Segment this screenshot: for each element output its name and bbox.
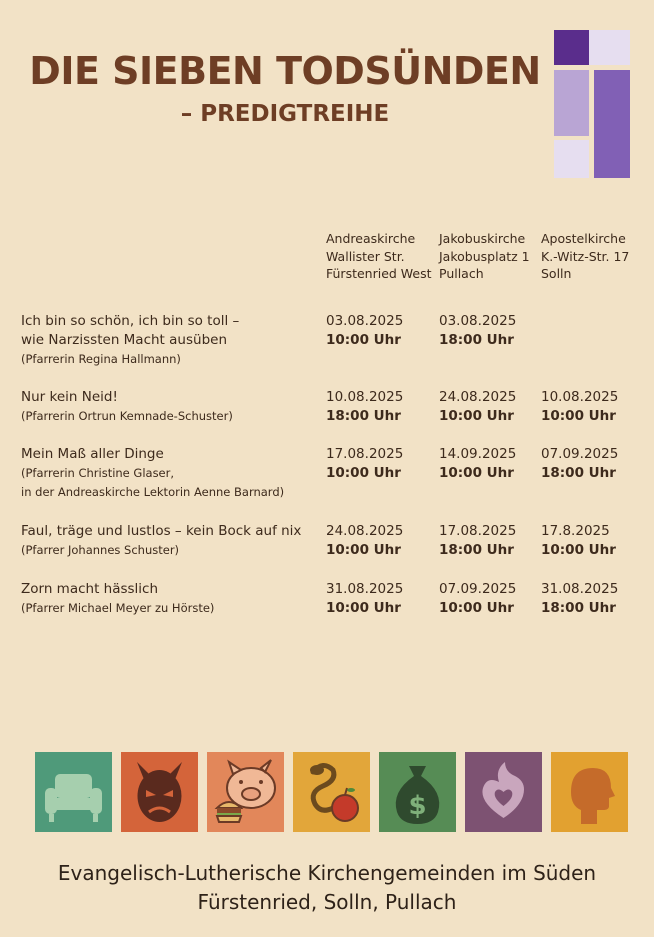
sermon-title: Faul, träge und lustlos – kein Bock auf nix — [21, 523, 302, 539]
schedule-cell — [541, 388, 618, 426]
church-place: Fürstenried West — [326, 266, 432, 281]
church-street: K.-Witz-Str. 17 — [541, 248, 630, 264]
schedule-cell — [439, 580, 516, 618]
church-name: Andreaskirche — [326, 231, 416, 246]
schedule-cell — [541, 522, 616, 560]
time: 10:00 Uhr — [326, 465, 401, 481]
church-header-andreaskirche — [326, 230, 432, 283]
sermon-row-envy — [21, 388, 233, 426]
date: 17.08.2025 — [439, 523, 517, 539]
sermon-title: Ich bin so schön, ich bin so toll – — [21, 313, 240, 329]
church-place: Solln — [541, 266, 572, 281]
date: 07.09.2025 — [541, 446, 619, 462]
snake-apple-icon — [293, 752, 370, 832]
time: 18:00 Uhr — [541, 465, 616, 481]
flame-heart-icon — [465, 752, 542, 832]
schedule-cell — [541, 445, 618, 483]
church-place: Pullach — [439, 266, 484, 281]
date: 07.09.2025 — [439, 581, 517, 597]
time: 18:00 Uhr — [326, 408, 401, 424]
footer-locations: Fürstenried, Solln, Pullach — [197, 890, 457, 914]
page-subtitle: – PREDIGTREIHE — [180, 101, 390, 127]
sermon-preacher: (Pfarrerin Regina Hallmann) — [21, 352, 181, 366]
head-profile-icon — [551, 752, 628, 832]
time: 18:00 Uhr — [439, 332, 514, 348]
date: 17.08.2025 — [326, 446, 404, 462]
time: 18:00 Uhr — [541, 600, 616, 616]
time: 10:00 Uhr — [326, 600, 401, 616]
schedule-cell — [439, 445, 516, 483]
logo-block-top-right — [589, 30, 630, 65]
schedule-cell — [326, 445, 403, 483]
date: 10.08.2025 — [541, 389, 619, 405]
money-bag-icon — [379, 752, 456, 832]
sermon-title: Mein Maß aller Dinge — [21, 446, 164, 462]
pig-burger-icon — [207, 752, 284, 832]
sermon-row-pride — [21, 445, 284, 502]
time: 10:00 Uhr — [326, 332, 401, 348]
schedule-cell — [326, 522, 403, 560]
date: 17.8.2025 — [541, 523, 610, 539]
schedule-cell — [326, 580, 403, 618]
armchair-icon — [35, 752, 112, 832]
schedule-cell — [439, 312, 516, 350]
date: 24.08.2025 — [326, 523, 404, 539]
schedule-cell — [439, 388, 516, 426]
date: 31.08.2025 — [541, 581, 619, 597]
schedule-cell — [326, 312, 403, 350]
time: 10:00 Uhr — [439, 600, 514, 616]
logo-block-top-left — [554, 30, 589, 65]
logo-block-bottom-left — [554, 140, 589, 178]
schedule-cell — [439, 522, 516, 560]
date: 10.08.2025 — [326, 389, 404, 405]
date: 31.08.2025 — [326, 581, 404, 597]
time: 18:00 Uhr — [439, 542, 514, 558]
time: 10:00 Uhr — [439, 408, 514, 424]
svg-text:$: $ — [408, 791, 427, 821]
sermon-title: Nur kein Neid! — [21, 389, 118, 405]
date: 03.08.2025 — [439, 313, 517, 329]
schedule-cell — [541, 580, 618, 618]
sermon-preacher: in der Andreaskirche Lektorin Aenne Barnard) — [21, 485, 285, 499]
sermon-preacher: (Pfarrer Michael Meyer zu Hörste) — [21, 601, 215, 615]
time: 10:00 Uhr — [439, 465, 514, 481]
schedule-cell — [326, 388, 403, 426]
sermon-row-narcissism — [21, 312, 239, 369]
date: 03.08.2025 — [326, 313, 404, 329]
church-header-apostelkirche — [541, 230, 629, 283]
cross-logo — [554, 30, 630, 178]
sermon-row-sloth — [21, 522, 301, 560]
church-street: Jakobusplatz 1 — [439, 248, 530, 264]
date: 14.09.2025 — [439, 446, 517, 462]
time: 10:00 Uhr — [541, 542, 616, 558]
church-name: Jakobuskirche — [439, 231, 526, 246]
sermon-row-wrath — [21, 580, 214, 618]
logo-block-right-column — [594, 70, 630, 178]
time: 10:00 Uhr — [541, 408, 616, 424]
church-header-jakobuskirche — [439, 230, 530, 283]
church-street: Wallister Str. — [326, 248, 405, 264]
logo-block-middle-left — [554, 70, 589, 136]
footer-organization: Evangelisch-Lutherische Kirchengemeinden im Süden — [57, 861, 597, 885]
sermon-preacher: (Pfarrerin Christine Glaser, — [21, 466, 175, 480]
sermon-preacher: (Pfarrerin Ortrun Kemnade-Schuster) — [21, 409, 233, 423]
sermon-title: wie Narzissten Macht ausüben — [21, 332, 227, 348]
sermon-title: Zorn macht hässlich — [21, 581, 159, 597]
date: 24.08.2025 — [439, 389, 517, 405]
page-title: DIE SIEBEN TODSÜNDEN — [29, 49, 541, 93]
time: 10:00 Uhr — [326, 542, 401, 558]
devil-face-icon — [121, 752, 198, 832]
church-name: Apostelkirche — [541, 231, 626, 246]
sermon-preacher: (Pfarrer Johannes Schuster) — [21, 543, 180, 557]
